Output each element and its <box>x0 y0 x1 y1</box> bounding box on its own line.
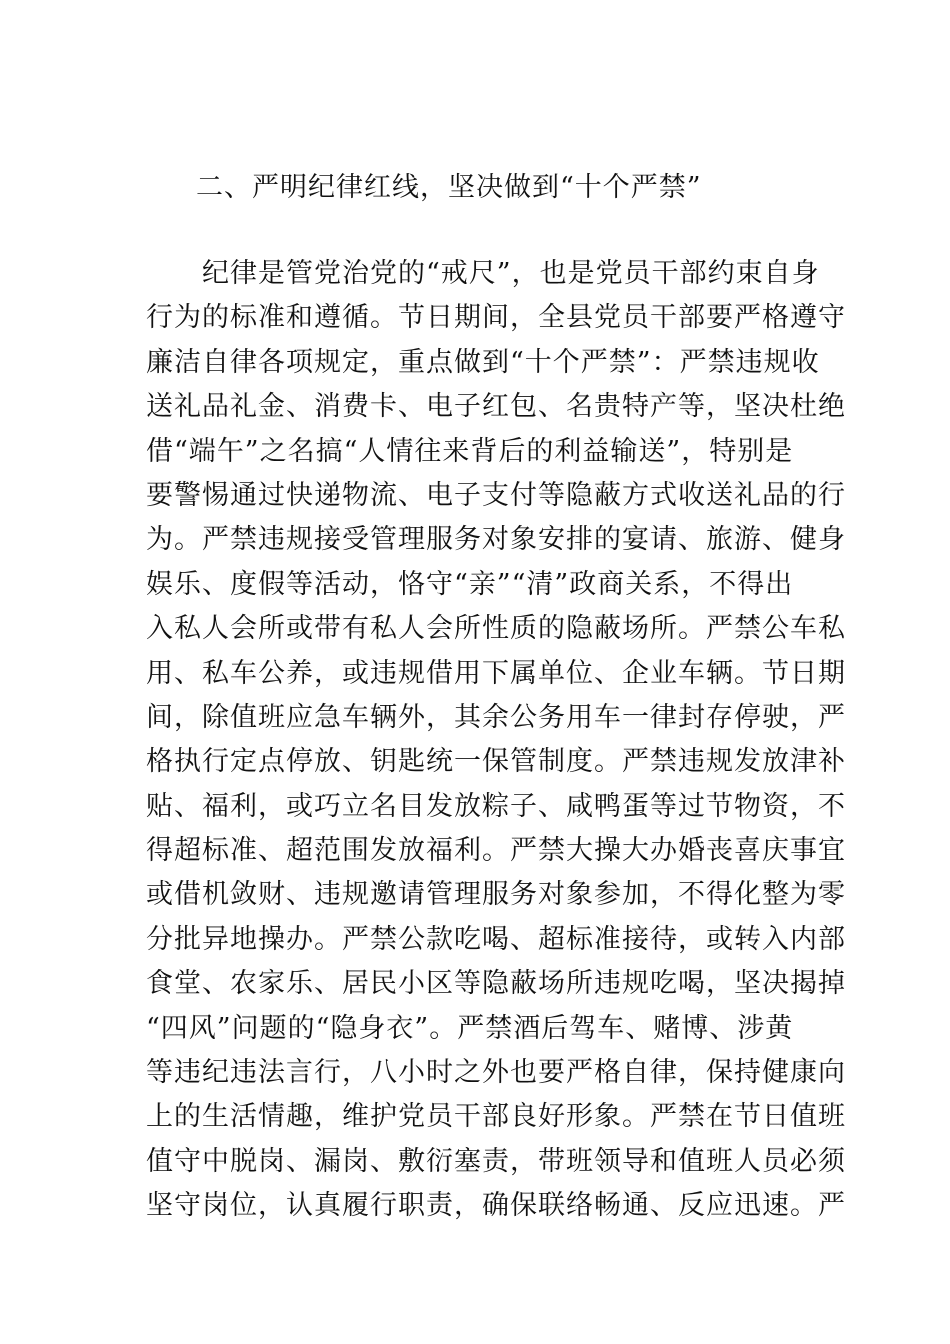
paragraph-line: 送礼品礼金、消费卡、电子红包、名贵特产等，坚决杜绝 <box>146 391 846 423</box>
paragraph-line: 廉洁自律各项规定，重点做到“十个严禁”：严禁违规收 <box>146 346 820 378</box>
section-heading: 二、严明纪律红线，坚决做到“十个严禁” <box>196 172 702 203</box>
paragraph-line: “四风”问题的“隐身衣”。严禁酒后驾车、赌博、涉黄 <box>146 1012 794 1044</box>
paragraph-line: 得超标准、超范围发放福利。严禁大操大办婚丧喜庆事宜 <box>146 835 846 867</box>
paragraph-line: 间，除值班应急车辆外，其余公务用车一律封存停驶，严 <box>146 701 846 733</box>
paragraph-line: 纪律是管党治党的“戒尺”，也是党员干部约束自身 <box>202 258 820 289</box>
body-paragraph <box>146 252 846 1229</box>
paragraph-line: 分批异地操办。严禁公款吃喝、超标准接待，或转入内部 <box>146 923 846 955</box>
paragraph-line: 借“端午”之名搞“人情往来背后的利益输送”，特别是 <box>146 435 794 467</box>
paragraph-line: 食堂、农家乐、居民小区等隐蔽场所违规吃喝，坚决揭掉 <box>146 968 846 1000</box>
paragraph-line: 要警惕通过快递物流、电子支付等隐蔽方式收送礼品的行 <box>146 479 846 511</box>
paragraph-line: 值守中脱岗、漏岗、敷衍塞责，带班领导和值班人员必须 <box>146 1145 846 1177</box>
paragraph-line: 或借机敛财、违规邀请管理服务对象参加，不得化整为零 <box>146 879 846 911</box>
paragraph-line: 入私人会所或带有私人会所性质的隐蔽场所。严禁公车私 <box>146 613 846 645</box>
paragraph-line: 为。严禁违规接受管理服务对象安排的宴请、旅游、健身 <box>146 524 846 556</box>
paragraph-line: 娱乐、度假等活动，恪守“亲”“清”政商关系，不得出 <box>146 568 794 600</box>
paragraph-line: 行为的标准和遵循。节日期间，全县党员干部要严格遵守 <box>146 302 846 334</box>
paragraph-line: 格执行定点停放、钥匙统一保管制度。严禁违规发放津补 <box>146 746 846 778</box>
paragraph-line: 贴、福利，或巧立名目发放粽子、咸鸭蛋等过节物资，不 <box>146 790 846 822</box>
paragraph-line: 上的生活情趣，维护党员干部良好形象。严禁在节日值班 <box>146 1101 846 1133</box>
paragraph-line: 等违纪违法言行，八小时之外也要严格自律，保持健康向 <box>146 1057 846 1089</box>
paragraph-line: 坚守岗位，认真履行职责，确保联络畅通、反应迅速。严 <box>146 1190 846 1222</box>
paragraph-line: 用、私车公养，或违规借用下属单位、企业车辆。节日期 <box>146 657 846 689</box>
